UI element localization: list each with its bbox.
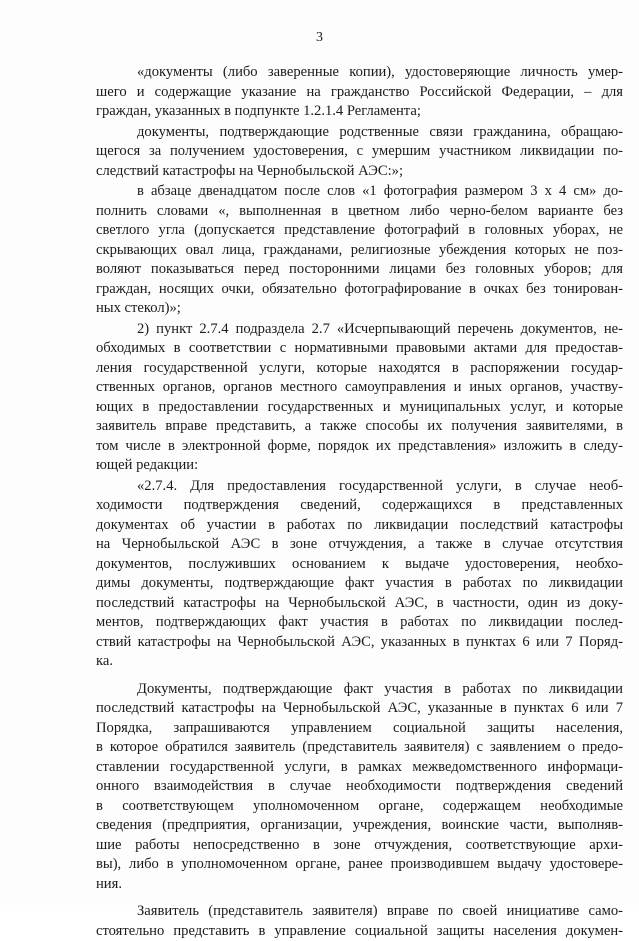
text-line: ления государственной услуги, которые находятся в распоряжении государ- <box>96 359 623 379</box>
text-line: граждан, указанных в подпункте 1.2.1.4 Регламента; <box>96 102 623 122</box>
text-line: щегося за получением удостоверения, с умершим участником ликвидации по- <box>96 142 623 162</box>
text-line: Заявитель (представитель заявителя) вправе по своей инициативе само- <box>96 902 623 922</box>
text-line: на Чернобыльской АЭС в зоне отчуждения, а также в случае отсутствия <box>96 535 623 555</box>
text-line: полнить словами «, выполненная в цветном либо черно-белом варианте без <box>96 202 623 222</box>
text-line: Порядка, запрашиваются управлением социальной защиты населения, <box>96 719 623 739</box>
text-line: документы, подтверждающие родственные связи гражданина, обращаю- <box>96 123 623 143</box>
text-line: ющей редакции: <box>96 456 623 476</box>
paragraph-kinship-documents <box>96 123 623 182</box>
paragraph-2-7-4-text <box>96 477 623 672</box>
text-line: шего и содержащие указание на гражданство Российской Федерации, – для <box>96 83 623 103</box>
page-number: 3 <box>0 30 639 46</box>
text-line: светлого угла (допускается представление фотографий в головных уборах, не <box>96 221 623 241</box>
text-line: «2.7.4. Для предоставления государственной услуги, в случае необ- <box>96 477 623 497</box>
text-line: скрывающих овал лица, гражданами, религиозные убеждения которых не поз- <box>96 241 623 261</box>
paragraph-photo-requirements <box>96 182 623 319</box>
text-line: ственных органов, органов местного самоуправления и иных органов, участву- <box>96 378 623 398</box>
paragraph-item-2-7-4-amendment <box>96 320 623 476</box>
text-line: димы документы, подтверждающие факт участия в работах по ликвидации <box>96 574 623 594</box>
paragraph-deceased-documents <box>96 63 623 122</box>
text-line: последствий катастрофы на Чернобыльской АЭС, в частности, один из доку- <box>96 594 623 614</box>
text-line: в соответствующем уполномоченном органе, содержащем необходимые <box>96 797 623 817</box>
text-line: Документы, подтверждающие факт участия в работах по ликвидации <box>96 680 623 700</box>
text-line: онного взаимодействия в случае необходимости подтверждения сведений <box>96 777 623 797</box>
text-line: шие работы непосредственно в зоне отчуждения, соответствующие архи- <box>96 836 623 856</box>
text-line: следствий катастрофы на Чернобыльской АЭС:»; <box>96 162 623 182</box>
text-line: граждан, носящих очки, обязательно фотографирование в очках без тонирован- <box>96 280 623 300</box>
text-line: заявитель вправе представить, а также способы их получения заявителями, в <box>96 417 623 437</box>
text-line: документах об участии в работах по ликвидации последствий катастрофы <box>96 516 623 536</box>
text-line: ствий катастрофы на Чернобыльской АЭС, указанных в пунктах 6 или 7 Поряд- <box>96 633 623 653</box>
text-line: 2) пункт 2.7.4 подраздела 2.7 «Исчерпывающий перечень документов, не- <box>96 320 623 340</box>
document-body <box>96 63 623 941</box>
text-line: ных стекол)»; <box>96 299 623 319</box>
text-line: обходимых в соответствии с нормативными правовыми актами для предостав- <box>96 339 623 359</box>
text-line: ставлении государственной услуги, в рамках межведомственного информаци- <box>96 758 623 778</box>
text-line: ющих в предоставлении государственных и муниципальных услуг, и которые <box>96 398 623 418</box>
text-line: в которое обратился заявитель (представитель заявителя) с заявлением о предо- <box>96 738 623 758</box>
text-line: в абзаце двенадцатом после слов «1 фотография размером 3 х 4 см» до- <box>96 182 623 202</box>
text-line: ния. <box>96 875 623 895</box>
text-line: вы), либо в уполномоченном органе, ранее производившем выдачу удостовере- <box>96 855 623 875</box>
paragraph-applicant-initiative <box>96 902 623 941</box>
text-line: ходимости подтверждения сведений, содержащихся в представленных <box>96 496 623 516</box>
text-line: том числе в электронной форме, порядок их представления» изложить в следу- <box>96 437 623 457</box>
paragraph-interagency-request <box>96 680 623 895</box>
text-line: последствий катастрофы на Чернобыльской АЭС, указанные в пунктах 6 или 7 <box>96 699 623 719</box>
text-line: стоятельно представить в управление социальной защиты населения докумен- <box>96 922 623 941</box>
text-line: сведения (предприятия, организации, учреждения, воинские части, выполняв- <box>96 816 623 836</box>
text-line: ка. <box>96 652 623 672</box>
text-line: ментов, подтверждающих факт участия в работах по ликвидации послед- <box>96 613 623 633</box>
text-line: воляют показываться перед посторонними лицами без головных уборов; для <box>96 260 623 280</box>
text-line: «документы (либо заверенные копии), удостоверяющие личность умер- <box>96 63 623 83</box>
text-line: документов, послуживших основанием к выдаче удостоверения, необхо- <box>96 555 623 575</box>
